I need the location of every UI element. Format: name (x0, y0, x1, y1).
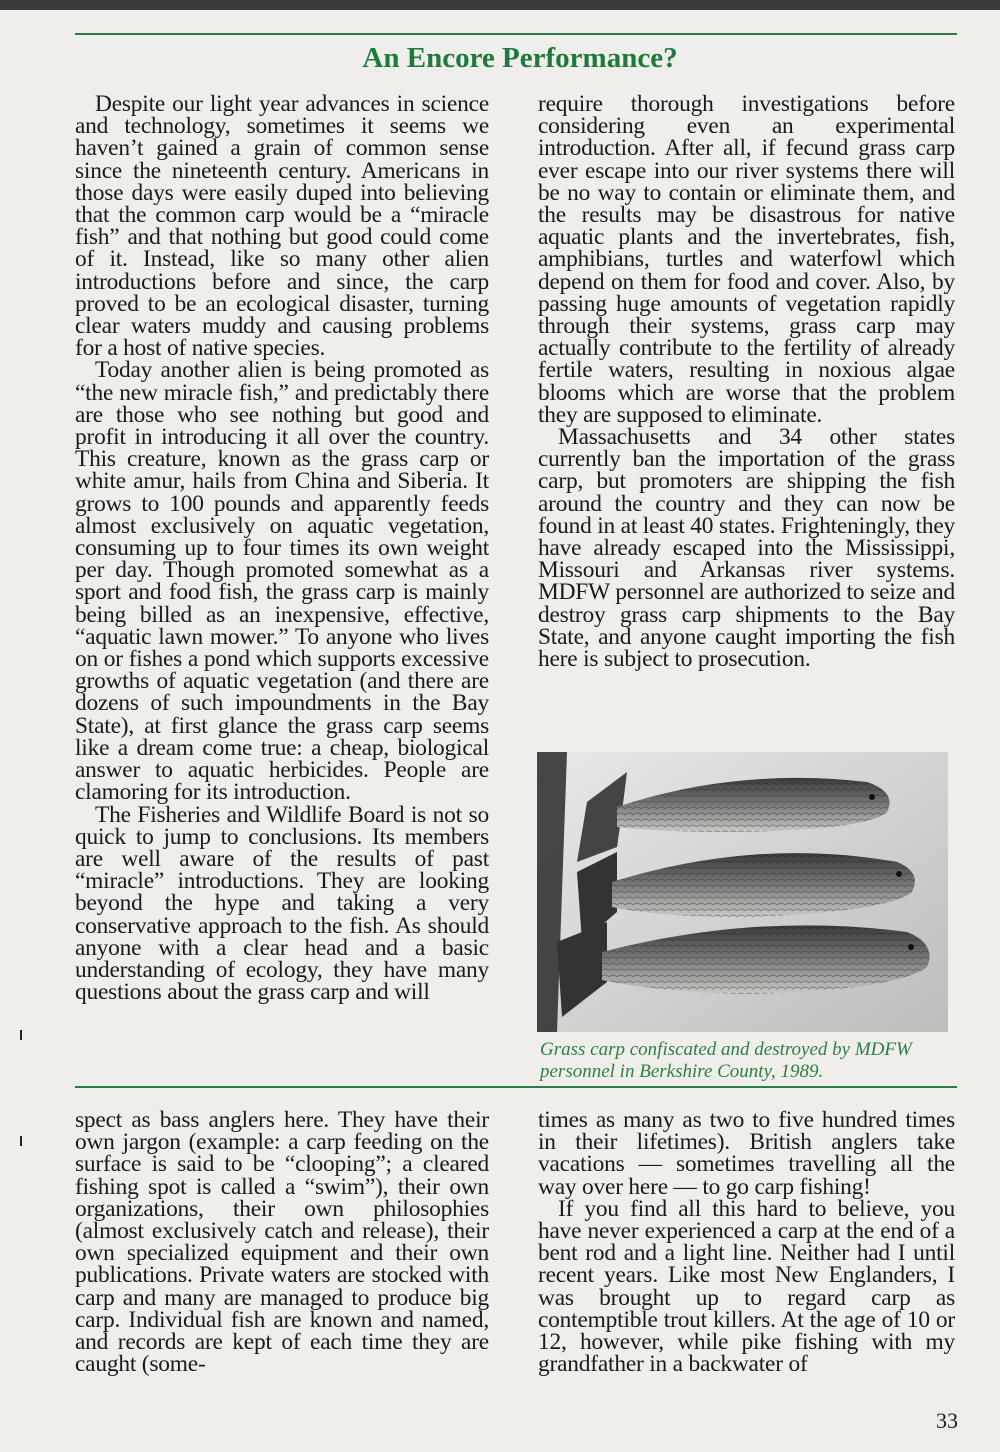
column-3 (75, 1107, 489, 1378)
paragraph: Despite our light year advances in science and technology, sometimes it seems we haven’t gained a grain of common sense since the nineteenth century. Americans in those days were easily duped into believing that the common carp would be a “miracle fish” and that nothing but good could come of it. Instead, like so many other alien introductions before and since, the carp proved to be an ecological disaster, turning clear waters muddy and causing problems for a host of native species. (75, 91, 489, 362)
photo-caption: Grass carp confiscated and destroyed by MDFW personnel in Berkshire County, 1989. (540, 1039, 912, 1082)
section-divider-rule (75, 1086, 957, 1088)
paragraph: The Fisheries and Wildlife Board is not so quick to jump to conclusions. Its members are well aware of the results of past “miracle” introductions. They are looking beyond the hype and taking a very conservative approach to the fish. As should anyone with a clear head and a basic understanding of ecology, they have many questions about the grass carp and will (75, 801, 489, 1006)
column-1 (75, 91, 489, 1006)
page-top-edge (0, 0, 1000, 10)
paragraph: times as many as two to five hundred times in their lifetimes). British anglers take vacations — sometimes travelling all the way over here — to go carp fishing! (538, 1107, 955, 1200)
paragraph: Massachusetts and 34 other states currently ban the importation of the grass carp, but promoters are shipping the fish around the country and they can now be found in at least 40 states. Frighteningly, they have already escaped into the Mississippi, Missouri and Arkansas river systems. MDFW personnel are authorized to seize and destroy grass carp shipments to the Bay State, and anyone caught importing the fish here is subject to prosecution. (538, 424, 955, 673)
paragraph: spect as bass anglers here. They have their own jargon (example: a carp feeding on the surface is said to be “clooping”; a cleared fishing spot is called a “swim”), their own organizations, their own philosophies (almost exclusively catch and release), their own specialized equipment and their own publications. Private waters are stocked with carp and many are managed to produce big carp. Individual fish are known and named, and records are kept of each time they are caught (some- (75, 1107, 489, 1378)
paragraph: require thorough investigations before considering even an experimental introduction. After all, if fecund grass carp ever escape into our river systems there will be no way to contain or eliminate them, and the results may be disastrous for native aquatic plants and the invertebrates, fish, amphibians, turtles and waterfowl which depend on them for food and cover. Also, by passing huge amounts of vegetation rapidly through their systems, grass carp may actually contribute to the fertility of already fertile waters, resulting in noxious algae blooms which are worse that the problem they are supposed to eliminate. (538, 91, 955, 428)
paragraph: If you find all this hard to believe, you have never experienced a carp at the end of a bent rod and a light line. Neither had I until recent years. Like most New Englanders, I was brought up to regard carp as contemptible trout killers. At the age of 10 or 12, however, while pike fishing with my grandfather in a backwater of (538, 1195, 955, 1378)
page-number: 33 (936, 1408, 958, 1433)
grass-carp-photo (537, 752, 948, 1032)
margin-mark (20, 1136, 22, 1146)
column-2 (538, 91, 955, 673)
paragraph: Today another alien is being promoted as “the new miracle fish,” and predictably there are those who see nothing but good and profit in introducing it all over the country. This creature, known as the grass carp or white amur, hails from China and Siberia. It grows to 100 pounds and apparently feeds almost exclusively on aquatic vegetation, consuming up to four times its own weight per day. Though promoted somewhat as a sport and food fish, the grass carp is mainly being billed as an inexpensive, effective, “aquatic lawn mower.” To anyone who lives on or fishes a pond which supports excessive growths of aquatic vegetation (and there are dozens of such impoundments in the Bay State), at first glance the grass carp seems like a dream come true: a cheap, biological answer to aquatic herbicides. People are clamoring for its introduction. (75, 357, 489, 806)
article-title: An Encore Performance? (362, 42, 678, 74)
column-4 (538, 1107, 955, 1378)
margin-mark (20, 1030, 22, 1040)
title-rule (75, 33, 957, 35)
